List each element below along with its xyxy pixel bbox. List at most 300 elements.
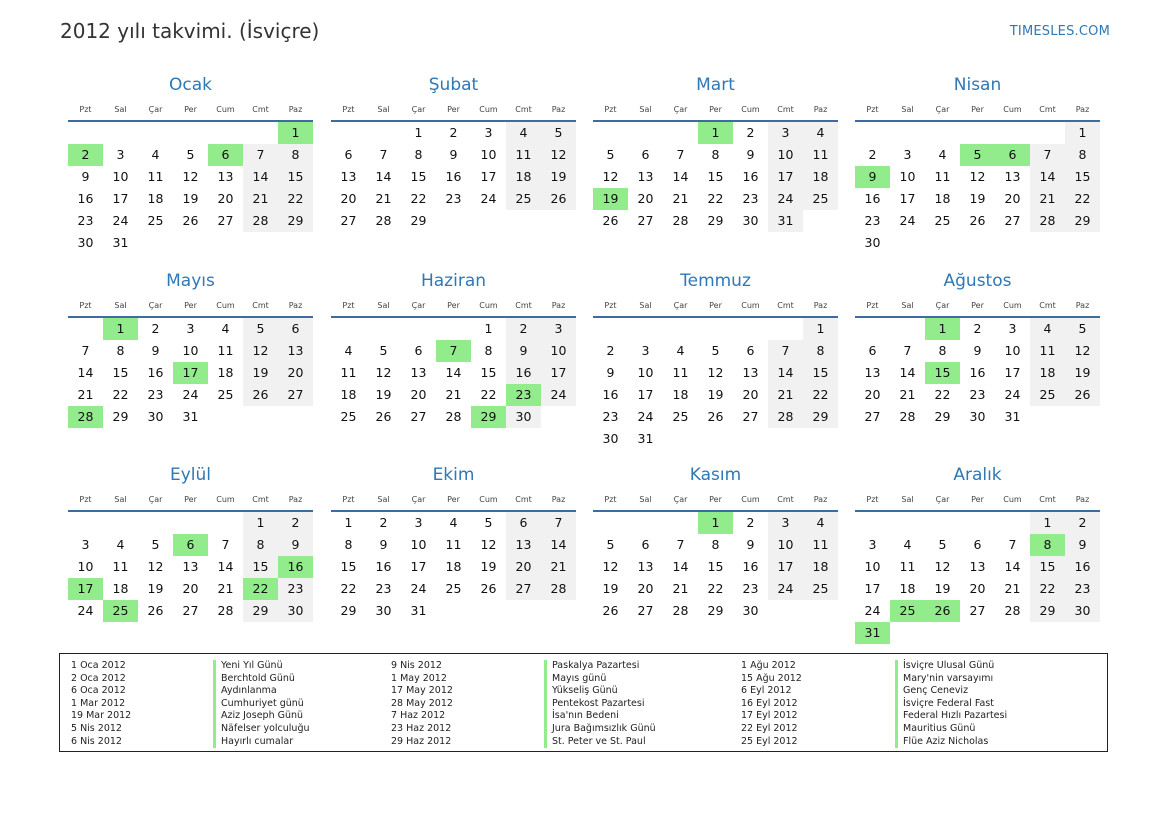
day-cell: 8 [278, 144, 313, 166]
day-cell: 19 [541, 166, 576, 188]
day-cell: 3 [116, 147, 125, 162]
day-cell: 14 [77, 365, 94, 380]
legend-date: 16 Eyl 2012 [741, 697, 798, 709]
day-cell: 1 [1065, 122, 1100, 144]
day-cell: 18 [803, 166, 838, 188]
legend-date: 6 Oca 2012 [71, 685, 126, 697]
weekday-label: Paz [813, 495, 828, 504]
legend-date: 1 Oca 2012 [71, 660, 126, 671]
holiday-day-cell: 22 [243, 578, 278, 600]
day-cell: 20 [506, 556, 541, 578]
month-calendar [593, 463, 838, 622]
weekday-label: Çar [411, 495, 426, 504]
day-cell: 23 [969, 387, 986, 402]
day-cell: 30 [147, 409, 164, 424]
day-cell: 28 [899, 409, 916, 424]
day-cell: 23 [375, 581, 392, 596]
legend-date: 19 Mar 2012 [71, 710, 132, 722]
empty-cell [208, 512, 243, 534]
empty-cell [925, 122, 960, 144]
weekday-label: Cum [216, 105, 235, 114]
day-cell: 25 [506, 188, 541, 210]
day-cell: 26 [707, 409, 724, 424]
day-cell: 13 [340, 169, 357, 184]
empty-cell [401, 318, 436, 340]
day-cell: 24 [768, 188, 803, 210]
holiday-day-cell: 1 [278, 122, 313, 144]
day-cell: 1 [1030, 512, 1065, 534]
day-cell: 3 [1008, 321, 1017, 336]
day-cell: 20 [1004, 191, 1021, 206]
holiday-day-cell: 1 [103, 318, 138, 340]
weekday-label: Per [447, 301, 460, 310]
day-cell: 1 [803, 318, 838, 340]
day-cell: 24 [899, 213, 916, 228]
day-cell: 23 [77, 213, 94, 228]
weekday-label: Pzt [79, 301, 92, 310]
day-cell: 12 [541, 144, 576, 166]
weekday-label: Per [971, 495, 984, 504]
day-cell: 19 [375, 387, 392, 402]
day-cell: 30 [506, 406, 541, 428]
day-cell: 13 [278, 340, 313, 362]
day-cell: 8 [711, 147, 720, 162]
day-cell: 22 [934, 387, 951, 402]
day-cell: 29 [707, 213, 724, 228]
weekday-label: Cmt [252, 301, 269, 310]
month-title: Haziran [420, 271, 487, 291]
empty-cell [68, 122, 103, 144]
day-cell: 30 [278, 600, 313, 622]
weekday-header [593, 296, 838, 316]
day-cell: 15 [1065, 166, 1100, 188]
day-cell: 28 [217, 603, 234, 618]
weekday-label: Çar [411, 301, 426, 310]
day-cell: 21 [243, 188, 278, 210]
day-cell: 2 [868, 147, 877, 162]
weekday-label: Çar [935, 495, 950, 504]
day-cell: 20 [410, 387, 427, 402]
holiday-day-cell: 6 [995, 144, 1030, 166]
day-cell: 18 [445, 559, 462, 574]
weekday-label: Çar [673, 301, 688, 310]
day-cell: 21 [768, 384, 803, 406]
day-cell: 13 [506, 534, 541, 556]
day-cell: 14 [541, 534, 576, 556]
day-cell: 30 [969, 409, 986, 424]
day-cell: 23 [278, 578, 313, 600]
day-cell: 24 [1004, 387, 1021, 402]
month-title: Ocak [169, 75, 212, 95]
day-cell: 5 [151, 537, 160, 552]
legend-holiday-name: Näfelser yolculuğu [213, 723, 310, 736]
month-title: Nisan [953, 75, 1002, 95]
day-cell: 5 [606, 147, 615, 162]
day-cell: 9 [606, 365, 615, 380]
day-cell: 14 [899, 365, 916, 380]
legend-holiday-name: İsa'nın Bedeni [544, 710, 656, 723]
month-calendar [68, 73, 313, 254]
day-cell: 8 [243, 534, 278, 556]
weekday-label: Çar [148, 301, 163, 310]
empty-cell [890, 512, 925, 534]
day-cell: 11 [672, 365, 689, 380]
empty-cell [768, 318, 803, 340]
day-cell: 2 [449, 125, 458, 140]
month-title: Ağustos [943, 271, 1012, 291]
day-cell: 12 [243, 340, 278, 362]
day-cell: 5 [243, 318, 278, 340]
day-cell: 29 [410, 213, 427, 228]
holiday-day-cell: 26 [925, 600, 960, 622]
day-cell: 31 [112, 235, 129, 250]
empty-cell [628, 318, 663, 340]
day-cell: 21 [77, 387, 94, 402]
day-cell: 8 [1065, 144, 1100, 166]
month-calendar [593, 73, 838, 232]
day-cell: 23 [147, 387, 164, 402]
day-cell: 24 [768, 578, 803, 600]
empty-cell [960, 122, 995, 144]
day-cell: 21 [541, 556, 576, 578]
day-cell: 10 [768, 534, 803, 556]
weekday-label: Cmt [515, 495, 532, 504]
day-cell: 31 [410, 603, 427, 618]
day-cell: 3 [768, 122, 803, 144]
day-cell: 17 [768, 556, 803, 578]
legend-holiday-name: Genç Ceneviz [895, 685, 1007, 698]
day-cell: 3 [641, 343, 650, 358]
weekday-label: Paz [288, 495, 303, 504]
weekday-label: Paz [1075, 495, 1090, 504]
weekday-label: Paz [551, 105, 566, 114]
day-cell: 2 [973, 321, 982, 336]
weekday-label: Sal [901, 301, 914, 310]
day-cell: 15 [480, 365, 497, 380]
site-link[interactable]: TIMESLES.COM [1009, 24, 1110, 39]
month-calendar [331, 269, 576, 428]
day-cell: 29 [278, 210, 313, 232]
day-cell: 29 [1065, 210, 1100, 232]
day-cell: 13 [182, 559, 199, 574]
weekday-label: Cum [216, 495, 235, 504]
day-cell: 24 [112, 213, 129, 228]
day-cell: 16 [77, 191, 94, 206]
day-cell: 10 [112, 169, 129, 184]
day-cell: 24 [410, 581, 427, 596]
empty-cell [960, 512, 995, 534]
weekday-label: Paz [1075, 105, 1090, 114]
empty-cell [925, 512, 960, 534]
day-cell: 12 [969, 169, 986, 184]
weekday-label: Sal [114, 301, 127, 310]
weekday-label: Pzt [79, 495, 92, 504]
day-cell: 11 [803, 534, 838, 556]
day-cell: 8 [484, 343, 493, 358]
day-cell: 11 [445, 537, 462, 552]
empty-cell [173, 122, 208, 144]
day-cell: 23 [602, 409, 619, 424]
legend-name-column [895, 660, 1007, 748]
day-cell: 10 [637, 365, 654, 380]
day-cell: 17 [864, 581, 881, 596]
day-cell: 8 [414, 147, 423, 162]
day-cell: 17 [1004, 365, 1021, 380]
day-cell: 22 [803, 384, 838, 406]
legend-holiday-name: Aydınlanma [213, 685, 310, 698]
day-cell: 9 [973, 343, 982, 358]
day-cell: 10 [410, 537, 427, 552]
day-cell: 22 [278, 188, 313, 210]
day-cell: 4 [449, 515, 458, 530]
day-cell: 28 [375, 213, 392, 228]
day-cell: 18 [112, 581, 129, 596]
day-cell: 11 [112, 559, 129, 574]
legend-date: 5 Nis 2012 [71, 722, 122, 734]
weekday-label: Çar [673, 105, 688, 114]
holiday-day-cell: 28 [68, 406, 103, 428]
day-cell: 3 [541, 318, 576, 340]
weekday-label: Per [447, 495, 460, 504]
weekday-label: Per [184, 105, 197, 114]
month-calendar [68, 269, 313, 428]
holiday-day-cell: 17 [68, 578, 103, 600]
day-cell: 19 [480, 559, 497, 574]
holiday-day-cell: 25 [103, 600, 138, 622]
day-cell: 25 [340, 409, 357, 424]
day-cell: 16 [602, 387, 619, 402]
weekday-label: Pzt [866, 301, 879, 310]
day-cell: 8 [116, 343, 125, 358]
day-cell: 3 [484, 125, 493, 140]
month-title: Mart [696, 75, 735, 95]
day-cell: 27 [506, 578, 541, 600]
day-cell: 4 [1030, 318, 1065, 340]
day-cell: 13 [742, 365, 759, 380]
day-cell: 9 [379, 537, 388, 552]
day-cell: 16 [147, 365, 164, 380]
day-grid [593, 318, 838, 450]
day-cell: 6 [746, 343, 755, 358]
empty-cell [243, 122, 278, 144]
empty-cell [331, 318, 366, 340]
day-cell: 5 [541, 122, 576, 144]
day-cell: 10 [77, 559, 94, 574]
day-cell: 2 [606, 343, 615, 358]
weekday-header [855, 100, 1100, 120]
empty-cell [855, 318, 890, 340]
day-cell: 2 [746, 515, 755, 530]
day-cell: 12 [480, 537, 497, 552]
day-cell: 23 [864, 213, 881, 228]
empty-cell [663, 122, 698, 144]
day-grid [331, 318, 576, 428]
day-cell: 3 [768, 512, 803, 534]
day-cell: 9 [746, 537, 755, 552]
day-cell: 9 [1065, 534, 1100, 556]
day-cell: 5 [1065, 318, 1100, 340]
empty-cell [173, 512, 208, 534]
day-cell: 1 [484, 321, 493, 336]
day-cell: 9 [81, 169, 90, 184]
weekday-label: Cmt [1039, 105, 1056, 114]
day-grid [331, 512, 576, 622]
month-calendar [593, 269, 838, 450]
weekday-label: Cum [216, 301, 235, 310]
day-cell: 10 [899, 169, 916, 184]
weekday-label: Cum [741, 495, 760, 504]
day-cell: 1 [243, 512, 278, 534]
legend-date-column [71, 660, 131, 748]
month-title: Kasım [689, 465, 742, 485]
day-grid [331, 122, 576, 232]
day-cell: 26 [147, 603, 164, 618]
weekday-label: Paz [288, 301, 303, 310]
weekday-label: Paz [813, 105, 828, 114]
day-cell: 7 [676, 537, 685, 552]
day-cell: 22 [112, 387, 129, 402]
day-cell: 18 [672, 387, 689, 402]
legend-holiday-name: İsviçre Federal Fast [895, 698, 1007, 711]
weekday-label: Paz [551, 301, 566, 310]
weekday-label: Cmt [777, 105, 794, 114]
holiday-day-cell: 1 [698, 122, 733, 144]
day-cell: 4 [903, 537, 912, 552]
day-cell: 21 [1004, 581, 1021, 596]
weekday-label: Cum [1003, 301, 1022, 310]
weekday-label: Per [971, 105, 984, 114]
day-cell: 22 [1065, 188, 1100, 210]
day-cell: 16 [1065, 556, 1100, 578]
day-cell: 30 [375, 603, 392, 618]
day-cell: 14 [672, 169, 689, 184]
day-cell: 27 [969, 603, 986, 618]
empty-cell [366, 122, 401, 144]
day-cell: 27 [217, 213, 234, 228]
day-cell: 7 [1008, 537, 1017, 552]
weekday-label: Sal [377, 105, 390, 114]
day-cell: 14 [445, 365, 462, 380]
empty-cell [698, 318, 733, 340]
day-cell: 16 [506, 362, 541, 384]
month-title: Mayıs [166, 271, 215, 291]
day-cell: 9 [151, 343, 160, 358]
weekday-label: Cmt [252, 105, 269, 114]
day-cell: 21 [672, 581, 689, 596]
day-cell: 14 [1004, 559, 1021, 574]
weekday-label: Pzt [342, 105, 355, 114]
day-grid [855, 318, 1100, 428]
day-cell: 21 [375, 191, 392, 206]
day-cell: 23 [445, 191, 462, 206]
day-cell: 11 [803, 144, 838, 166]
day-cell: 15 [707, 559, 724, 574]
day-cell: 10 [182, 343, 199, 358]
legend-holiday-name: Mauritius Günü [895, 723, 1007, 736]
weekday-label: Çar [148, 495, 163, 504]
empty-cell [68, 318, 103, 340]
legend-date: 17 May 2012 [391, 685, 453, 697]
month-calendar [68, 463, 313, 622]
holiday-day-cell: 6 [208, 144, 243, 166]
weekday-label: Per [971, 301, 984, 310]
weekday-label: Pzt [342, 495, 355, 504]
month-calendar [331, 463, 576, 622]
weekday-label: Cum [479, 301, 498, 310]
empty-cell [733, 318, 768, 340]
day-cell: 6 [973, 537, 982, 552]
weekday-label: Pzt [604, 105, 617, 114]
legend-holiday-name: İsviçre Ulusal Günü [895, 660, 1007, 673]
day-cell: 4 [221, 321, 230, 336]
day-cell: 10 [768, 144, 803, 166]
day-cell: 30 [864, 235, 881, 250]
weekday-label: Pzt [866, 105, 879, 114]
day-cell: 28 [1030, 210, 1065, 232]
month-calendar [855, 73, 1100, 254]
day-cell: 18 [147, 191, 164, 206]
day-cell: 13 [969, 559, 986, 574]
day-cell: 6 [868, 343, 877, 358]
day-cell: 31 [768, 210, 803, 232]
holiday-day-cell: 31 [855, 622, 890, 644]
day-cell: 15 [803, 362, 838, 384]
empty-cell [855, 512, 890, 534]
day-cell: 16 [864, 191, 881, 206]
weekday-label: Per [184, 301, 197, 310]
day-cell: 28 [672, 213, 689, 228]
weekday-label: Paz [288, 105, 303, 114]
weekday-label: Pzt [604, 495, 617, 504]
day-cell: 14 [1030, 166, 1065, 188]
day-cell: 4 [938, 147, 947, 162]
legend-date-column [391, 660, 453, 748]
day-cell: 11 [934, 169, 951, 184]
weekday-header [331, 296, 576, 316]
legend-date: 6 Eyl 2012 [741, 685, 792, 697]
weekday-label: Per [709, 105, 722, 114]
day-cell: 16 [742, 559, 759, 574]
holiday-day-cell: 1 [925, 318, 960, 340]
day-cell: 13 [637, 559, 654, 574]
weekday-label: Cum [1003, 105, 1022, 114]
weekday-header [593, 100, 838, 120]
legend-date: 15 Ağu 2012 [741, 672, 802, 684]
day-grid [68, 512, 313, 622]
day-grid [68, 318, 313, 428]
day-cell: 23 [1065, 578, 1100, 600]
day-cell: 12 [602, 169, 619, 184]
day-cell: 17 [112, 191, 129, 206]
holiday-day-cell: 9 [855, 166, 890, 188]
holiday-day-cell: 1 [698, 512, 733, 534]
day-cell: 4 [116, 537, 125, 552]
day-cell: 27 [1004, 213, 1021, 228]
day-cell: 20 [637, 191, 654, 206]
day-cell: 17 [637, 387, 654, 402]
day-cell: 14 [243, 166, 278, 188]
day-cell: 30 [742, 213, 759, 228]
weekday-label: Paz [813, 301, 828, 310]
legend-date: 1 Mar 2012 [71, 697, 126, 709]
day-cell: 11 [147, 169, 164, 184]
day-cell: 17 [899, 191, 916, 206]
day-cell: 12 [602, 559, 619, 574]
day-cell: 22 [340, 581, 357, 596]
day-cell: 4 [506, 122, 541, 144]
empty-cell [366, 318, 401, 340]
day-cell: 12 [147, 559, 164, 574]
